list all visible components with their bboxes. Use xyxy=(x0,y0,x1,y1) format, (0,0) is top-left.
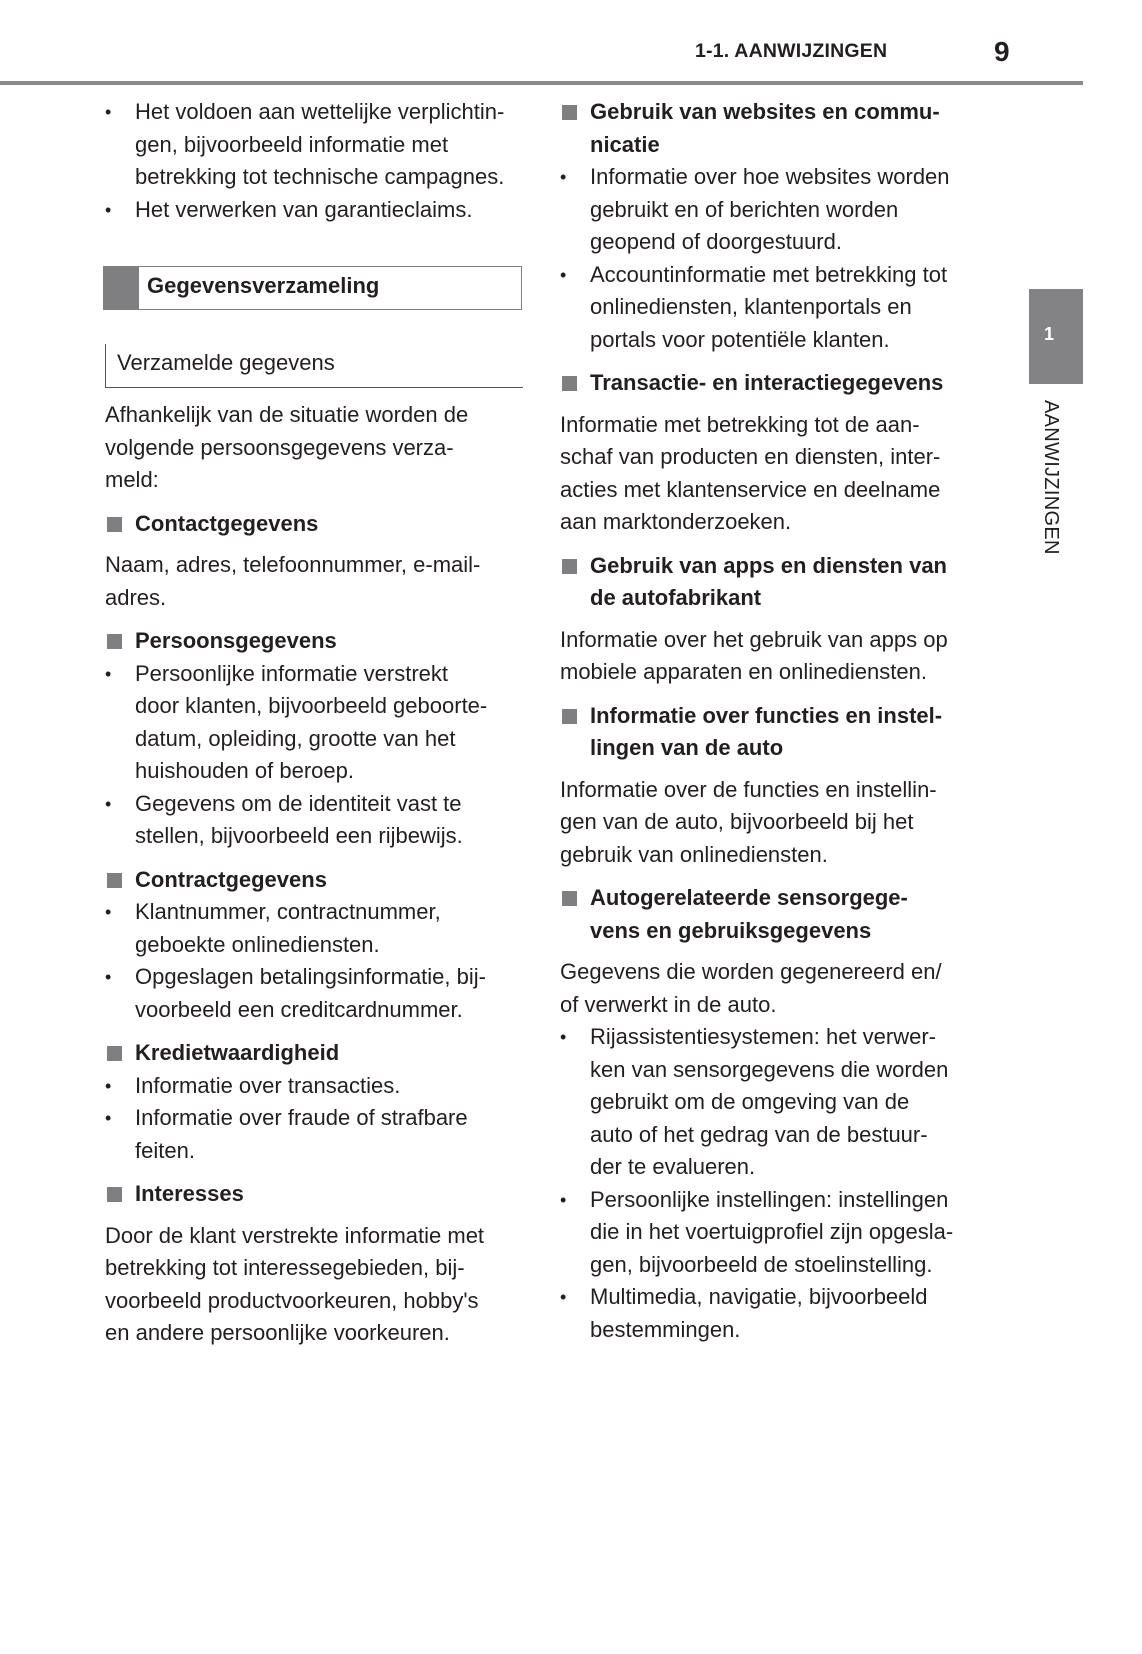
text-line: schaf van producten en diensten, inter- xyxy=(560,444,941,469)
paragraph xyxy=(560,774,980,872)
paragraph xyxy=(560,624,980,689)
chapter-label-text: AANWIJZINGEN xyxy=(1040,400,1062,555)
text-line: Kredietwaardigheid xyxy=(135,1040,340,1065)
text-line: betrekking tot technische campagnes. xyxy=(135,164,505,189)
text-line: Door de klant verstrekte informatie met xyxy=(105,1222,485,1248)
text-line: of verwerkt in de auto. xyxy=(560,991,777,1017)
bullet-item xyxy=(105,658,525,788)
text-line: die in het voertuigprofiel zijn opgesla- xyxy=(590,1219,954,1244)
bullet-dot-icon: • xyxy=(105,902,112,922)
text-line: Informatie over transacties. xyxy=(135,1072,401,1098)
text-line: Het voldoen aan wettelijke verplichtin- xyxy=(135,99,505,124)
text-line: Persoonlijke instellingen: instellingen xyxy=(590,1186,949,1212)
text-line: en andere persoonlijke voorkeuren. xyxy=(105,1320,450,1345)
text-line: Opgeslagen betalingsinformatie, bij- xyxy=(135,964,486,989)
text-line: Informatie over functies en instel- xyxy=(590,702,943,728)
text-line: portals voor potentiële klanten. xyxy=(590,326,890,352)
bullet-item xyxy=(105,1070,525,1103)
text-line: Informatie over het gebruik van apps op xyxy=(560,626,948,652)
bullet-dot-icon: • xyxy=(105,793,112,814)
square-bullet-icon xyxy=(562,709,577,724)
text-line: Rijassistentiesystemen: het verwer- xyxy=(590,1024,937,1049)
text-line: auto of het gedrag van de bestuur- xyxy=(590,1121,928,1147)
text-line: gebruikt om de omgeving van de xyxy=(590,1089,910,1114)
text-line: Klantnummer, contractnummer, xyxy=(135,899,441,924)
bullet-dot-icon: • xyxy=(560,1189,567,1210)
text-line: Transactie- en interactiegegevens xyxy=(590,370,944,395)
category-heading xyxy=(105,1178,525,1211)
text-line: datum, opleiding, grootte van het xyxy=(135,725,456,751)
text-line: Naam, adres, telefoonnummer, e-mail- xyxy=(105,552,481,577)
text-line: gen van de auto, bijvoorbeeld bij het xyxy=(560,809,914,834)
category-heading xyxy=(105,508,525,541)
right-column xyxy=(560,96,980,1346)
bullet-item xyxy=(560,161,980,259)
header-divider xyxy=(0,81,1083,85)
category-heading xyxy=(560,882,980,947)
section-header: 1-1. AANWIJZINGEN xyxy=(695,40,888,62)
text-line: gebruikt en of berichten worden xyxy=(590,196,899,222)
bullet-item xyxy=(560,1021,980,1184)
text-line: Gebruik van websites en commu- xyxy=(590,99,940,124)
category-heading xyxy=(560,550,980,615)
text-line: Informatie over hoe websites worden xyxy=(590,164,950,189)
category-heading xyxy=(560,367,980,400)
paragraph xyxy=(560,956,980,1021)
text-line: Informatie met betrekking tot de aan- xyxy=(560,411,920,437)
bullet-item xyxy=(105,194,525,227)
bullet-dot-icon: • xyxy=(105,663,112,684)
text-line: voorbeeld productvoorkeuren, hobby's xyxy=(105,1287,479,1313)
text-line: door klanten, bijvoorbeeld geboorte- xyxy=(135,693,488,718)
text-line: aan marktonderzoeken. xyxy=(560,509,792,534)
text-line: ken van sensorgegevens die worden xyxy=(590,1056,949,1082)
category-heading xyxy=(560,96,980,161)
bullet-dot-icon: • xyxy=(105,967,112,987)
text-line: lingen van de auto xyxy=(590,735,784,760)
page-number: 9 xyxy=(994,36,1010,67)
category-heading xyxy=(560,700,980,765)
text-line: Informatie over de functies en instellin- xyxy=(560,776,937,802)
text-line: Afhankelijk van de situatie worden de xyxy=(105,402,469,427)
text-line: volgende persoonsgegevens verza- xyxy=(105,434,454,460)
square-bullet-icon xyxy=(562,559,577,574)
square-bullet-icon xyxy=(107,634,122,649)
category-heading xyxy=(105,625,525,658)
text-line: gen, bijvoorbeeld informatie met xyxy=(135,131,449,157)
text-line: voorbeeld een creditcardnummer. xyxy=(135,996,463,1022)
text-line: Contactgegevens xyxy=(135,510,319,536)
text-line: stellen, bijvoorbeeld een rijbewijs. xyxy=(135,823,463,848)
text-line: der te evalueren. xyxy=(590,1154,756,1179)
bullet-item xyxy=(105,1102,525,1167)
bullet-item xyxy=(105,896,525,961)
square-bullet-icon xyxy=(107,1046,122,1061)
text-line: huishouden of beroep. xyxy=(135,758,354,783)
text-line: geopend of doorgestuurd. xyxy=(590,229,842,254)
paragraph xyxy=(105,549,525,614)
text-line: Informatie over fraude of strafbare xyxy=(135,1105,468,1130)
square-bullet-icon xyxy=(562,376,577,391)
chapter-number: 1 xyxy=(1044,324,1055,344)
text-line: betrekking tot interessegebieden, bij- xyxy=(105,1255,465,1280)
section-marker xyxy=(104,267,139,309)
bullet-item xyxy=(560,1281,980,1346)
bullet-dot-icon: • xyxy=(560,1287,567,1307)
category-heading xyxy=(105,1037,525,1070)
bullet-item xyxy=(105,788,525,853)
text-line: acties met klantenservice en deelname xyxy=(560,476,941,502)
chapter-tab[interactable] xyxy=(1029,289,1083,384)
subsection-heading-box xyxy=(105,344,523,388)
bullet-item xyxy=(560,1184,980,1282)
left-column xyxy=(105,96,525,1350)
text-line: de autofabrikant xyxy=(590,585,762,610)
subsection-heading: Verzamelde gegevens xyxy=(117,350,335,375)
paragraph xyxy=(105,1220,525,1350)
paragraph xyxy=(105,399,525,497)
text-line: Gegevens om de identiteit vast te xyxy=(135,790,462,816)
text-line: gen, bijvoorbeeld de stoelinstelling. xyxy=(590,1251,933,1277)
square-bullet-icon xyxy=(562,891,577,906)
text-line: Gegevens die worden gegenereerd en/ xyxy=(560,959,942,984)
text-line: meld: xyxy=(105,467,159,492)
bullet-dot-icon: • xyxy=(105,1108,112,1128)
bullet-dot-icon: • xyxy=(560,264,567,285)
text-line: gebruik van onlinediensten. xyxy=(560,841,828,867)
section-heading-box xyxy=(103,266,522,310)
text-line: bestemmingen. xyxy=(590,1316,741,1342)
paragraph xyxy=(560,409,980,539)
bullet-dot-icon: • xyxy=(105,1075,112,1096)
text-line: Interesses xyxy=(135,1181,244,1206)
text-line: Persoonsgegevens xyxy=(135,628,337,653)
text-line: Het verwerken van garantieclaims. xyxy=(135,196,473,222)
square-bullet-icon xyxy=(107,1187,122,1202)
text-line: adres. xyxy=(105,584,167,610)
category-heading xyxy=(105,864,525,897)
bullet-dot-icon: • xyxy=(560,167,567,187)
text-line: geboekte onlinediensten. xyxy=(135,931,380,957)
text-line: nicatie xyxy=(590,131,660,157)
text-line: Gebruik van apps en diensten van xyxy=(590,552,947,578)
text-line: feiten. xyxy=(135,1137,195,1163)
square-bullet-icon xyxy=(107,873,122,888)
bullet-dot-icon: • xyxy=(105,199,112,220)
text-line: Persoonlijke informatie verstrekt xyxy=(135,660,449,686)
square-bullet-icon xyxy=(107,517,122,532)
bullet-item xyxy=(105,96,525,194)
bullet-dot-icon: • xyxy=(560,1027,567,1047)
bullet-item xyxy=(560,259,980,357)
chapter-label xyxy=(1038,400,1062,575)
section-heading: Gegevensverzameling xyxy=(147,273,380,298)
bullet-dot-icon: • xyxy=(105,102,112,122)
text-line: Accountinformatie met betrekking tot xyxy=(590,261,948,287)
text-line: Multimedia, navigatie, bijvoorbeeld xyxy=(590,1284,928,1309)
text-line: Contractgegevens xyxy=(135,866,327,892)
text-line: onlinediensten, klantenportals en xyxy=(590,294,912,319)
bullet-item xyxy=(105,961,525,1026)
text-line: Autogerelateerde sensorgege- xyxy=(590,885,908,910)
text-line: vens en gebruiksgegevens xyxy=(590,917,872,943)
square-bullet-icon xyxy=(562,105,577,120)
text-line: mobiele apparaten en onlinediensten. xyxy=(560,659,927,684)
